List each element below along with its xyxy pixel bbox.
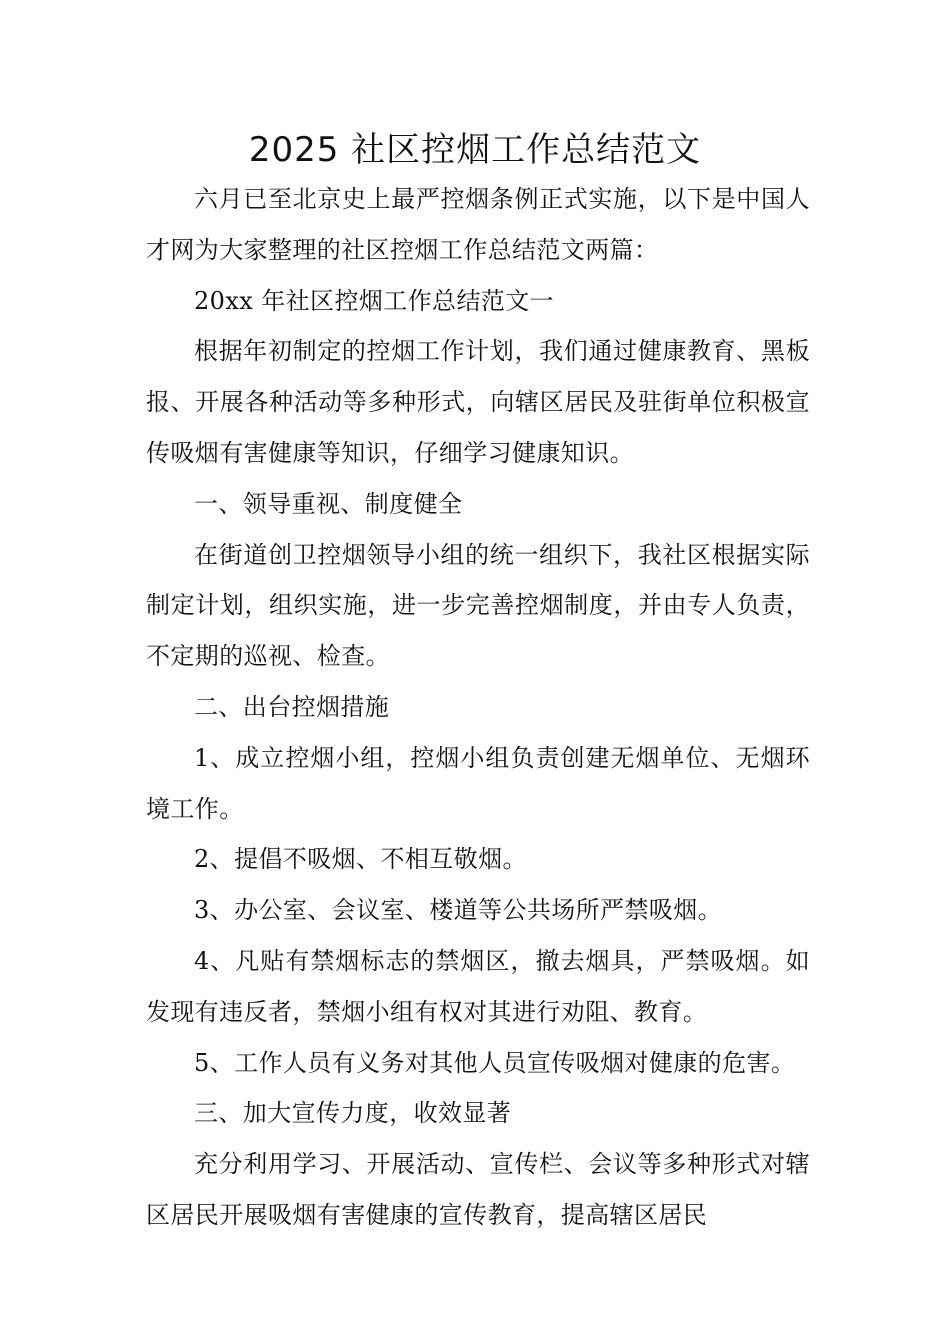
section-heading-2: 二、出台控烟措施 (194, 692, 390, 721)
document-body (146, 174, 810, 1241)
paragraph-section-3: 充分利用学习、开展活动、宣传栏、会议等多种形式对辖区居民开展吸烟有害健康的宣传教育，提高辖区居民 (146, 1150, 810, 1229)
document-title: 2025 社区控烟工作总结范文 (248, 130, 702, 170)
paragraph-overview: 根据年初制定的控烟工作计划，我们通过健康教育、黑板报、开展各种活动等多种形式，向辖区居民及驻街单位积极宣传吸烟有害健康等知识，仔细学习健康知识。 (146, 337, 810, 467)
section-heading-3: 三、加大宣传力度，收效显著 (194, 1099, 512, 1128)
paragraph-section-1: 在街道创卫控烟领导小组的统一组织下，我社区根据实际制定计划，组织实施，进一步完善控烟制度，并由专人负责，不定期的巡视、检查。 (146, 540, 810, 671)
list-item-5: 5、工作人员有义务对其他人员宣传吸烟对健康的危害。 (194, 1048, 796, 1077)
paragraph-subtitle: 20xx 年社区控烟工作总结范文一 (194, 286, 555, 315)
section-heading-1: 一、领导重视、制度健全 (194, 489, 463, 518)
list-item-1: 1、成立控烟小组，控烟小组负责创建无烟单位、无烟环境工作。 (146, 743, 810, 823)
list-item-2: 2、提倡不吸烟、不相互敬烟。 (194, 845, 527, 874)
list-item-3: 3、办公室、会议室、楼道等公共场所严禁吸烟。 (194, 896, 723, 925)
list-item-4: 4、凡贴有禁烟标志的禁烟区，撤去烟具，严禁吸烟。如发现有违反者，禁烟小组有权对其进行劝阻、教育。 (146, 946, 810, 1026)
paragraph-intro: 六月已至北京史上最严控烟条例正式实施，以下是中国人才网为大家整理的社区控烟工作总结范文两篇： (146, 185, 810, 264)
